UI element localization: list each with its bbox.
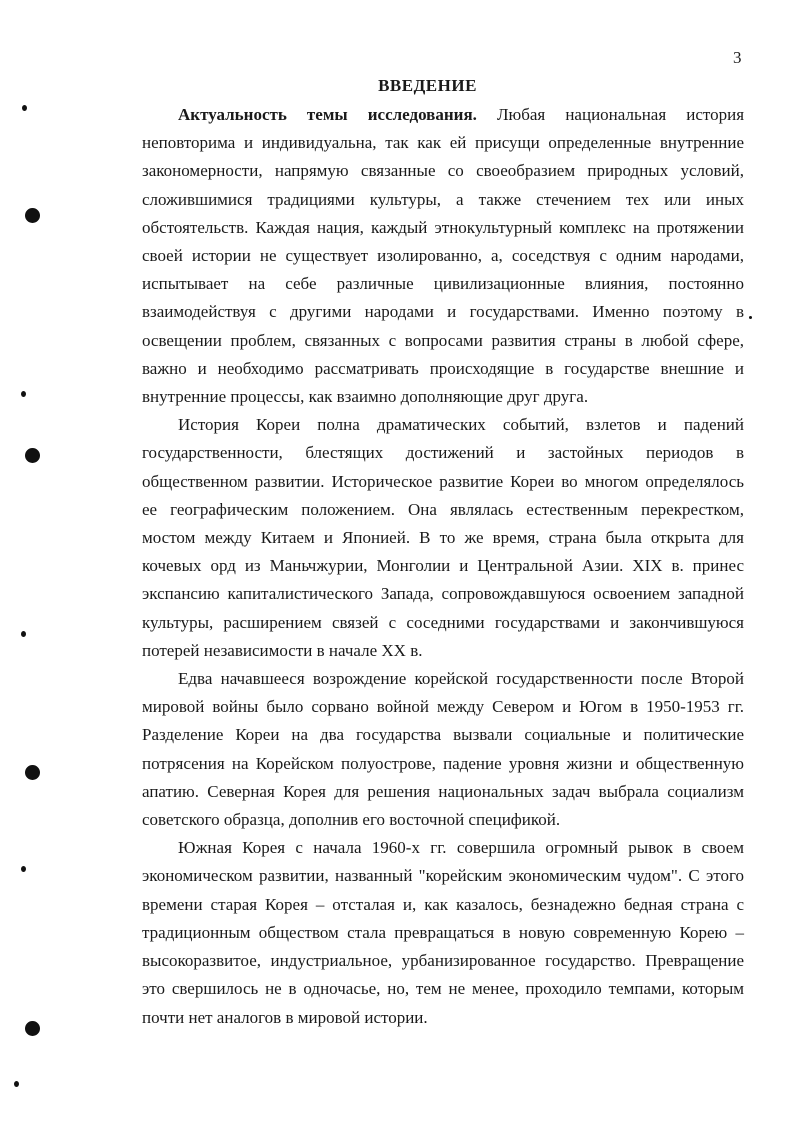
scan-mark: [21, 631, 26, 637]
punch-hole: [25, 208, 40, 223]
section-title: ВВЕДЕНИЕ: [378, 76, 477, 95]
scan-mark: [749, 316, 752, 319]
paragraph-2: История Кореи полна драматических событий, взлетов и падений государственности, блестящих достижений и застойных периодов в общественном развитии. Историческое развитие Кореи во многом определялось ее географическим положением. Она являлась естественным перекрестком, мостом между Китаем и Японией. В то же время, страна была открыта для кочевых орд из Маньчжурии, Монголии и Центральной Азии. XIX в. принес экспансию капиталистического Запада, сопровождавшуюся освоением западной культуры, расширением связей с соседними государствами и закончившуюся потерей независимости в начале XX в.: [142, 415, 744, 660]
punch-hole: [25, 448, 40, 463]
punch-hole: [25, 1021, 40, 1036]
paragraph-1: [142, 101, 744, 411]
body-text: [142, 101, 744, 1032]
page-number: 3: [733, 48, 742, 67]
punch-hole: [25, 765, 40, 780]
paragraph-text: Любая национальная история неповторима и индивидуальна, так как ей присущи определенные внутренние закономерности, напрямую связанные со своеобразием природных условий, сложившимися традициями культуры, а также стечением тех или иных обстоятельств. Каждая нация, каждый этнокультурный комплекс на протяжении своей истории не существует изолированно, а, соседствуя с одним народами, испытывает на себе различные цивилизационные влияния, постоянно взаимодействуя с другими народами и государствами. Именно поэтому в освещении проблем, связанных с вопросами развития страны в любой сфере, важно и необходимо рассматривать происходящие в государстве внешние и внутренние процессы, как взаимно дополняющие друг друга.: [142, 105, 745, 407]
paragraph-4: Южная Корея с начала 1960-х гг. совершила огромный рывок в своем экономическом развитии, названный "корейским экономическим чудом". С этого времени старая Корея – отсталая и, как казалось, безнадежно бедная страна с традиционным обществом стала превращаться в новую современную Корею – высокоразвитое, индустриальное, урбанизированное государство. Превращение это свершилось не в одночасье, но, тем не менее, проходило темпами, которым почти нет аналогов в мировой истории.: [142, 838, 744, 1027]
scan-mark: [21, 391, 26, 397]
paragraph-lead: Актуальность темы исследования.: [178, 105, 477, 124]
scan-mark: [21, 866, 26, 872]
paragraph-3: Едва начавшееся возрождение корейской государственности после Второй мировой войны было сорвано войной между Севером и Югом в 1950-1953 гг. Разделение Кореи на два государства вызвали социальные и политические потрясения на Корейском полуострове, падение уровня жизни и общественную апатию. Северная Корея для решения национальных задач выбрала социализм советского образца, дополнив его восточной спецификой.: [142, 669, 744, 830]
scan-mark: [14, 1081, 19, 1087]
scan-mark: [22, 105, 27, 111]
